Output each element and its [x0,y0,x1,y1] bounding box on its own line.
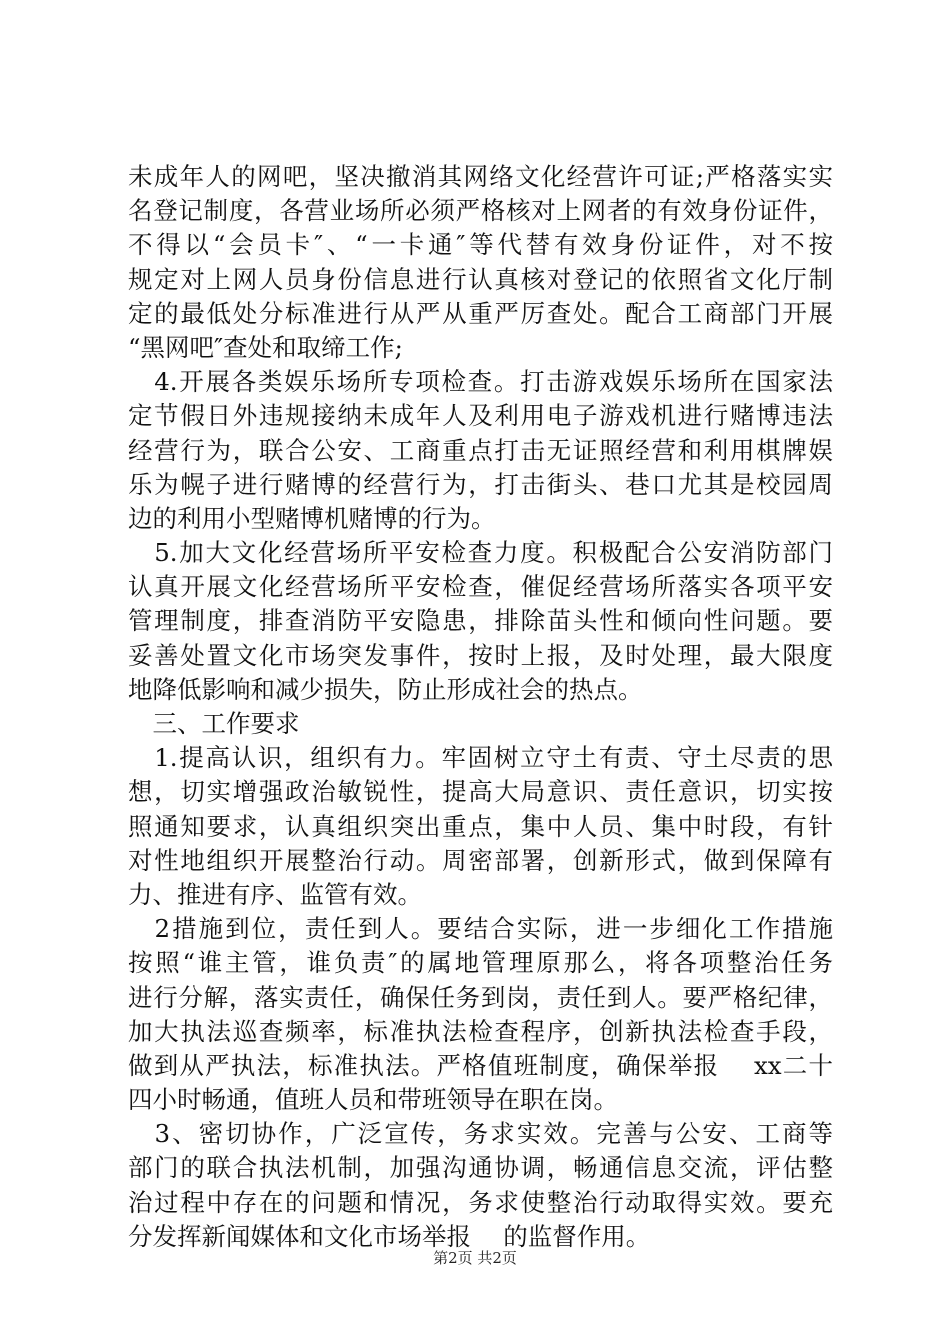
text-line: 未成年人的网吧，坚决撤消其网络文化经营许可证;严格落实实 [128,162,833,191]
text-line: 想，切实增强政治敏锐性，提高大局意识、责任意识，切实按 [128,777,833,807]
text-line: 按照“谁主管，谁负责″的属地管理原那么，将各项整治任务 [128,948,833,978]
text-line: 1.提高认识，组织有力。牢固树立守土有责、守土尽责的思 [128,743,833,773]
text-line: 部门的联合执法机制，加强沟通协调，畅通信息交流，评估整 [128,1153,833,1183]
text-line: 管理制度，排查消防平安隐患，排除苗头性和倾向性问题。要 [128,606,833,636]
text-line: 经营行为，联合公安、工商重点打击无证照经营和利用棋牌娱 [128,435,833,465]
text-line: 四小时畅通，值班人员和带班领导在职在岗。 [128,1085,618,1115]
text-line: 对性地组织开展整治行动。周密部署，创新形式，做到保障有 [128,845,833,875]
text-line: 5.加大文化经营场所平安检查力度。积极配合公安消防部门 [128,538,833,568]
text-line: 规定对上网人员身份信息进行认真核对登记的依照省文化厅制 [128,264,833,294]
text-line: 3、密切协作，广泛宣传，务求实效。完善与公安、工商等 [128,1119,833,1149]
text-line: 加大执法巡查频率，标准执法检查程序，创新执法检查手段， [128,1016,833,1046]
text-line: 治过程中存在的问题和情况，务求使整治行动取得实效。要充 [128,1187,833,1217]
text-line: 做到从严执法，标准执法。严格值班制度，确保举报 xx二十 [128,1050,833,1080]
text-line: 不得以“会员卡″、“一卡通″等代替有效身份证件，对不按 [128,230,833,260]
text-line: 边的利用小型赌博机赌博的行为。 [128,503,496,533]
text-line: 名登记制度，各营业场所必须严格核对上网者的有效身份证件， [128,196,833,226]
text-line: 妥善处置文化市场突发事件，按时上报，及时处理，最大限度 [128,640,833,670]
text-line: 照通知要求，认真组织突出重点，集中人员、集中时段，有针 [128,811,833,841]
text-line: 定节假日外违规接纳未成年人及利用电子游戏机进行赌博违法 [128,401,833,431]
text-line: 地降低影响和减少损失，防止形成社会的热点。 [128,674,643,704]
text-line: 力、推进有序、监管有效。 [128,879,422,909]
text-line: 2措施到位，责任到人。要结合实际，进一步细化工作措施 [128,914,833,944]
text-line: 三、工作要求 [128,709,300,738]
text-line: 定的最低处分标准进行从严从重严厉查处。配合工商部门开展 [128,298,833,328]
text-line: “黑网吧″查处和取缔工作; [128,332,403,362]
page-footer: 第2页 共2页 [433,1249,517,1267]
text-line: 4.开展各类娱乐场所专项检查。打击游戏娱乐场所在国家法 [128,367,833,397]
text-line: 进行分解，落实责任，确保任务到岗，责任到人。要严格纪律， [128,982,833,1012]
text-line: 乐为幌子进行赌博的经营行为，打击街头、巷口尤其是校园周 [128,469,833,499]
text-line: 认真开展文化经营场所平安检查，催促经营场所落实各项平安 [128,572,833,602]
document-body [128,160,833,1254]
text-line: 分发挥新闻媒体和文化市场举报 的监督作用。 [128,1221,651,1251]
